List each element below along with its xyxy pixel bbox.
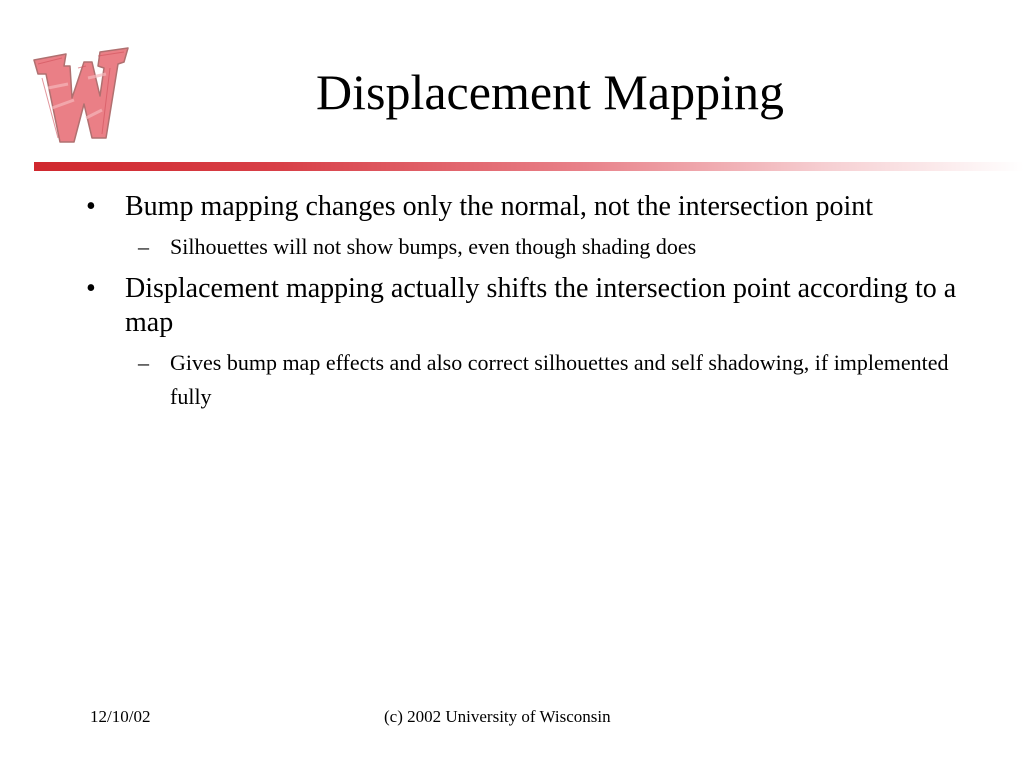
title-divider [34,162,1024,171]
bullet-text: Bump mapping changes only the normal, not the intersection point [125,191,874,222]
bullet-item [82,272,962,340]
bullet-item [82,190,962,224]
slide-body [82,190,962,422]
slide-title: Displacement Mapping [316,64,784,120]
sub-bullet-marker: – [138,234,149,259]
sub-bullet-item [82,230,962,264]
bullet-marker: • [86,191,96,222]
sub-bullet-text: Silhouettes will not show bumps, even though shading does [170,234,697,259]
footer-copyright: (c) 2002 University of Wisconsin [384,707,611,726]
wisconsin-w-logo-icon [28,38,132,144]
sub-bullet-text: Gives bump map effects and also correct silhouettes and self shadowing, if implemented fully [170,350,949,409]
footer-date: 12/10/02 [90,707,151,726]
sub-bullet-marker: – [138,350,149,375]
bullet-text: Displacement mapping actually shifts the intersection point according to a map [125,273,957,338]
bullet-marker: • [86,273,96,304]
sub-bullet-item [82,346,962,414]
